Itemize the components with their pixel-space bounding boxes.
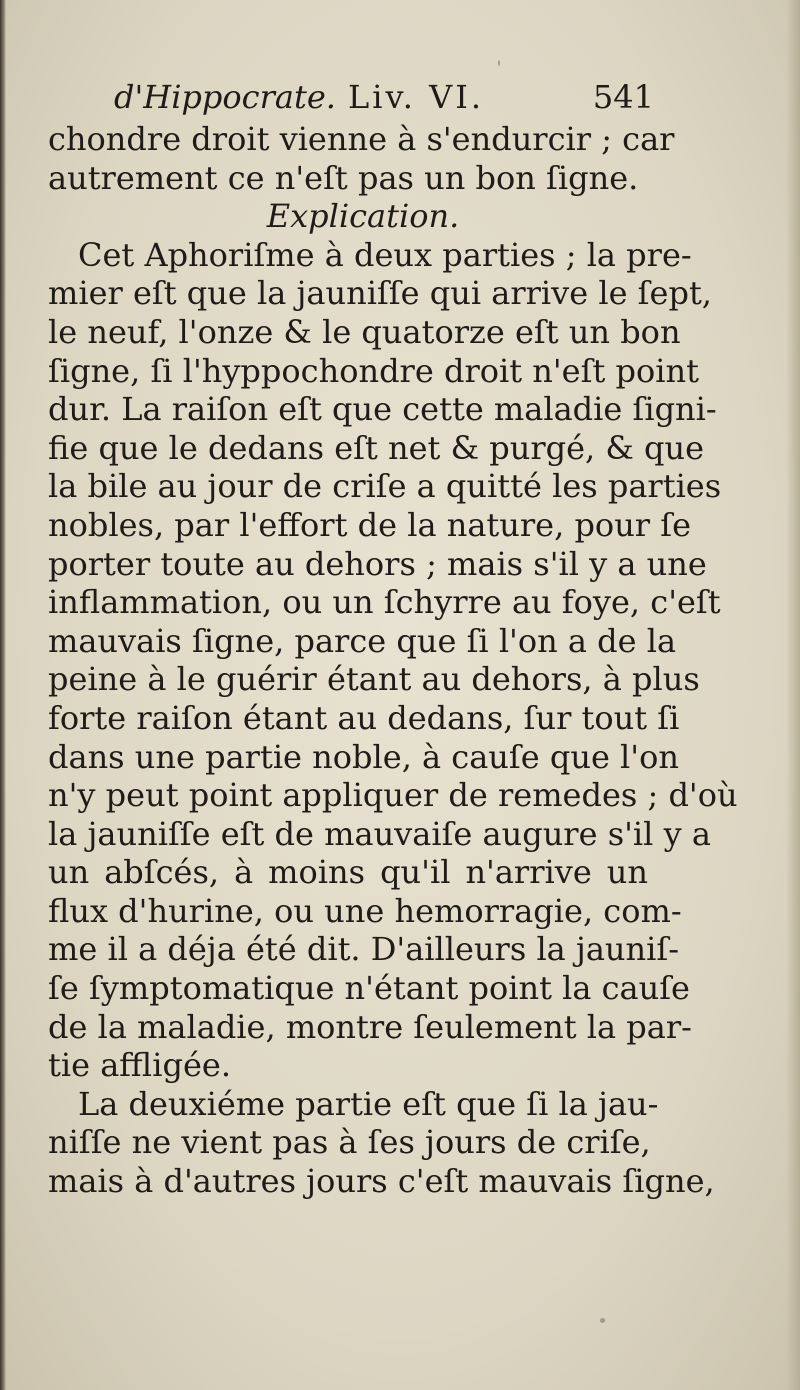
text-line: inflammation, ou un ſchyrre au foye, c'eſt (48, 583, 721, 622)
text-line: mauvais ſigne, parce que ſi l'on a de la (48, 621, 677, 660)
text-line: autrement ce n'eſt pas un bon ſigne. (48, 158, 639, 197)
page-text (48, 78, 738, 1201)
text-line: tie affligée. (48, 1046, 232, 1085)
page-edge-shadow (786, 0, 800, 1390)
book-part: Liv. VI. (348, 78, 485, 116)
text-line: me il a déja été dit. D'ailleurs la jauniſ- (48, 930, 680, 969)
text-line: porter toute au dehors ; mais s'il y a une (48, 544, 707, 583)
text-line: ſigne, ſi l'hyppochondre droit n'eſt point (48, 351, 699, 390)
paragraph-2 (48, 1084, 715, 1201)
text-line: La deuxiéme partie eſt que ſi la jau- (78, 1084, 659, 1123)
text-line: peine à le guérir étant au dehors, à plus (48, 660, 700, 699)
text-line: Cet Aphoriſme à deux parties ; la pre- (78, 235, 692, 274)
running-header (48, 78, 654, 120)
text-line: dur. La raiſon eſt que cette maladie ſigni- (48, 390, 717, 429)
text-line: de la maladie, montre ſeulement la par- (48, 1007, 692, 1046)
page-number: 541 (592, 78, 654, 116)
paragraph-1 (48, 235, 738, 1085)
running-title: d'Hippocrate. (114, 78, 336, 116)
text-line: la bile au jour de criſe a quitté les parties (48, 467, 722, 506)
text-line: nobles, par l'effort de la nature, pour ſe (48, 505, 692, 544)
text-line: ſe ſymptomatique n'étant point la cauſe (48, 969, 690, 1008)
text-line: n'y peut point appliquer de remedes ; d'où (48, 776, 738, 815)
paper-speck (600, 1318, 605, 1323)
section-heading: Explication. (266, 197, 460, 236)
text-line: flux d'hurine, ou une hemorragie, com- (48, 891, 682, 930)
paper-speck (498, 60, 500, 66)
text-line: mais à d'autres jours c'eſt mauvais ſigne, (48, 1162, 715, 1201)
text-line: la jauniſſe eſt de mauvaiſe augure s'il y a (48, 814, 711, 853)
text-line: chondre droit vienne à s'endurcir ; car (48, 120, 675, 158)
text-line: mier eſt que la jauniſſe qui arrive le ſept, (48, 274, 712, 313)
text-line: forte raiſon étant au dedans, ſur tout ſi (48, 698, 680, 737)
opening-text (48, 120, 675, 197)
text-line: dans une partie noble, à cauſe que l'on (48, 737, 679, 776)
text-line: fie que le dedans eſt net & purgé, & que (48, 428, 705, 467)
binding-edge (0, 0, 6, 1390)
text-line: niſſe ne vient pas à ſes jours de criſe, (48, 1123, 651, 1162)
text-line: un abſcés, à moins qu'il n'arrive un (48, 853, 648, 892)
text-line: le neuf, l'onze & le quatorze eſt un bon (48, 312, 681, 351)
